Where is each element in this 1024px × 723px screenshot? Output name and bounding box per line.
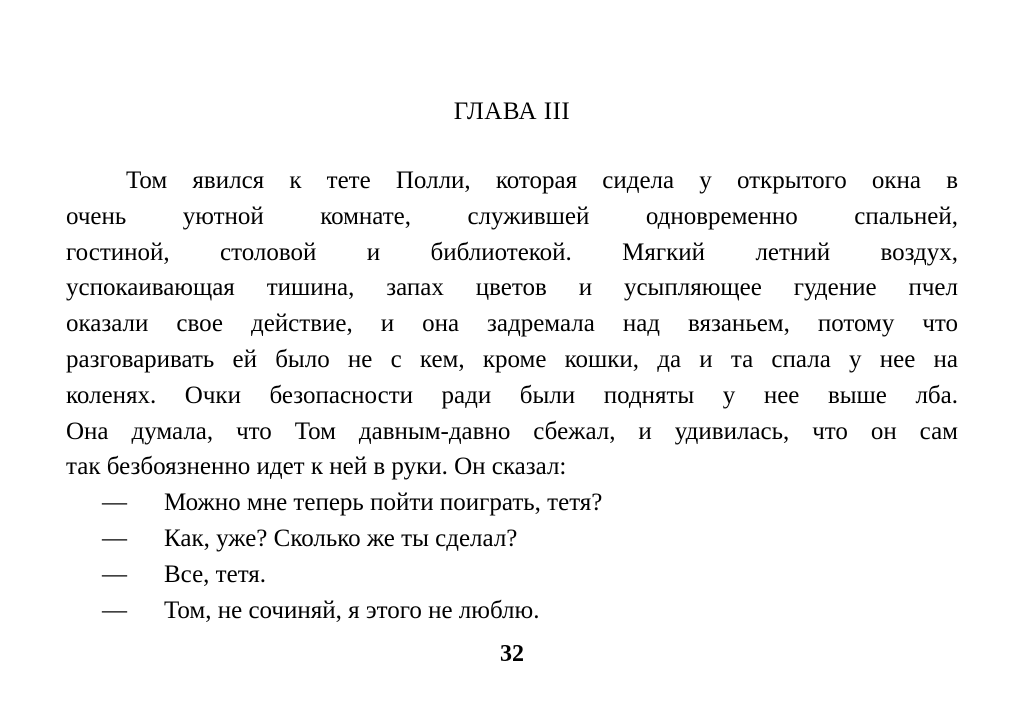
dialogue-block (66, 485, 958, 629)
dialogue-text: Можно мне теперь пойти поиграть, тетя? (164, 489, 603, 516)
dialogue-line (66, 485, 958, 521)
dialogue-dash: — (102, 561, 127, 588)
paragraph-line: гостиной, столовой и библиотекой. Мягкий летний воздух, (66, 238, 958, 266)
dialogue-text: Как, уже? Сколько же ты сделал? (164, 525, 518, 552)
chapter-title: ГЛАВА III (453, 98, 571, 125)
page-number: 32 (500, 641, 524, 667)
dialogue-line (66, 557, 958, 593)
paragraph-line: коленях. Очки безопасности ради были подняты у нее выше лба. (66, 381, 958, 409)
paragraph-line: Том явился к тете Полли, которая сидела у открытого окна в (126, 167, 958, 194)
paragraph-line: оказали свое действие, и она задремала над вязаньем, потому что (66, 310, 958, 338)
dialogue-text: Все, тетя. (164, 561, 267, 588)
dialogue-dash: — (102, 597, 127, 624)
dialogue-line (66, 521, 958, 557)
paragraph-line: очень уютной комнате, служившей одновременно спальней, (66, 202, 958, 230)
paragraph-line: разговаривать ей было не с кем, кроме кошки, да и та спала у нее на (66, 345, 958, 373)
book-page (66, 0, 958, 723)
paragraph-line: успокаивающая тишина, запах цветов и усыпляющее гудение пчел (66, 274, 958, 302)
dialogue-dash: — (102, 489, 127, 516)
paragraph-line: так безбоязненно идет к ней в руки. Он сказал: (66, 453, 567, 481)
dialogue-line (66, 593, 958, 629)
paragraph-line: Она думала, что Том давным-давно сбежал, и удивилась, что он сам (66, 417, 958, 445)
dialogue-text: Том, не сочиняй, я этого не люблю. (164, 597, 540, 624)
dialogue-dash: — (102, 525, 127, 552)
body-paragraph (66, 163, 958, 485)
